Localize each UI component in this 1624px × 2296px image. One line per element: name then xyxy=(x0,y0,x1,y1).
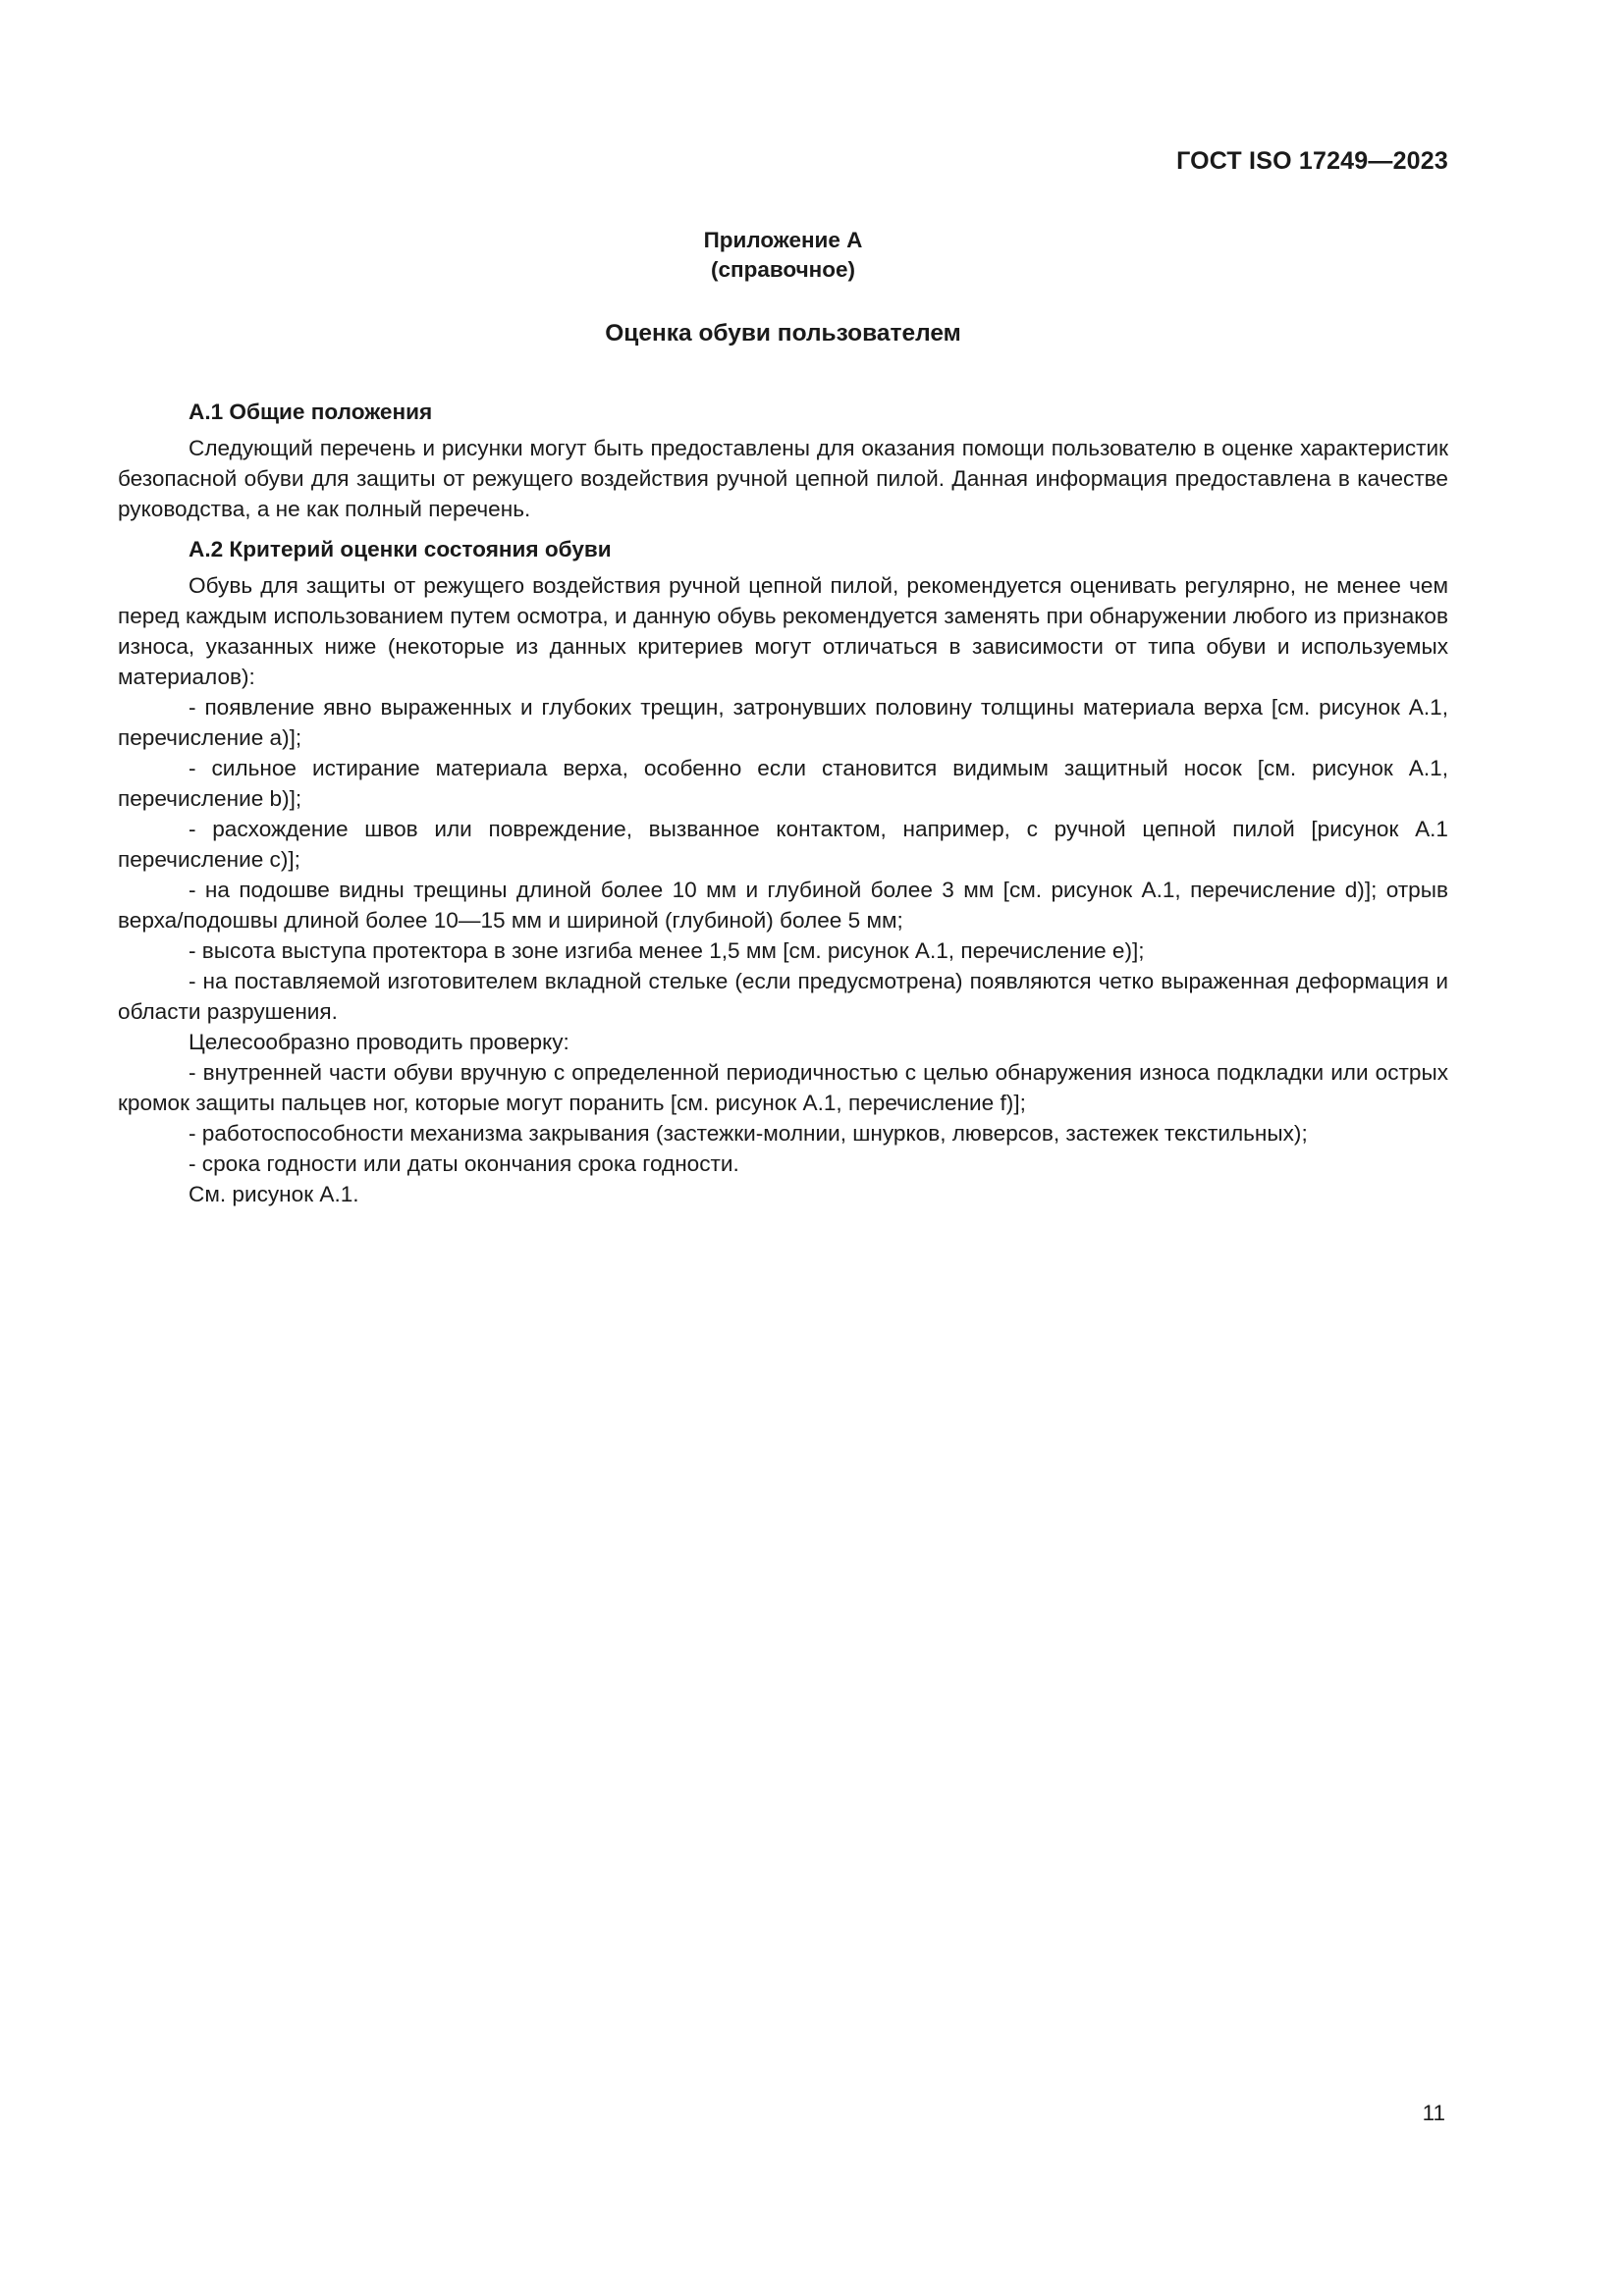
document-title: Оценка обуви пользователем xyxy=(605,320,961,347)
paragraph: Целесообразно проводить проверку: xyxy=(189,1030,569,1054)
list-item: - на поставляемой изготовителем вкладной стельке (если предусмотрена) появляются четко выраженная деформация и области разрушения. xyxy=(118,969,1448,1024)
list-item: - высота выступа протектора в зоне изгиба менее 1,5 мм [см. рисунок А.1, перечисление e)]; xyxy=(189,938,1145,963)
annex-title: Приложение А xyxy=(703,228,863,252)
annex-subtitle: (справочное) xyxy=(711,257,855,282)
section-heading-a1: А.1 Общие положения xyxy=(189,400,433,424)
list-item: - внутренней части обуви вручную с определенной периодичностью с целью обнаружения износа подкладки или острых кромок защиты пальцев ног, которые могут поранить [см. рисунок А.1, перечисление f)]; xyxy=(118,1060,1448,1115)
paragraph: Обувь для защиты от режущего воздействия ручной цепной пилой, рекомендуется оценивать регулярно, не менее чем перед каждым использованием путем осмотра, и данную обувь рекомендуется заменять при обнаружении любого из признаков износа, указанных ниже (некоторые из данных критериев могут отличаться в зависимости от типа обуви и используемых материалов): xyxy=(118,573,1448,689)
figure-reference: См. рисунок А.1. xyxy=(189,1182,359,1206)
section-heading-a2: А.2 Критерий оценки состояния обуви xyxy=(189,537,612,561)
list-item: - срока годности или даты окончания срока годности. xyxy=(189,1151,739,1176)
list-item: - появление явно выраженных и глубоких трещин, затронувших половину толщины материала верха [см. рисунок А.1, перечисление a)]; xyxy=(118,695,1448,750)
page-number: 11 xyxy=(1422,2101,1445,2125)
document-body xyxy=(118,397,1448,1209)
paragraph: Следующий перечень и рисунки могут быть предоставлены для оказания помощи пользователю в оценке характеристик безопасной обуви для защиты от режущего воздействия ручной цепной пилой. Данная информация предоставлена в качестве руководства, а не как полный перечень. xyxy=(118,436,1448,521)
document-code: ГОСТ ISO 17249—2023 xyxy=(1176,147,1448,175)
list-item: - сильное истирание материала верха, особенно если становится видимым защитный носок [см. рисунок А.1, перечисление b)]; xyxy=(118,756,1448,811)
list-item: - расхождение швов или повреждение, вызванное контактом, например, с ручной цепной пилой [рисунок А.1 перечисление c)]; xyxy=(118,817,1448,872)
list-item: - на подошве видны трещины длиной более 10 мм и глубиной более 3 мм [см. рисунок А.1, перечисление d)]; отрыв верха/подошвы длиной более 10—15 мм и шириной (глубиной) более 5 мм; xyxy=(118,878,1448,933)
list-item: - работоспособности механизма закрывания (застежки-молнии, шнурков, люверсов, застежек текстильных); xyxy=(189,1121,1308,1146)
